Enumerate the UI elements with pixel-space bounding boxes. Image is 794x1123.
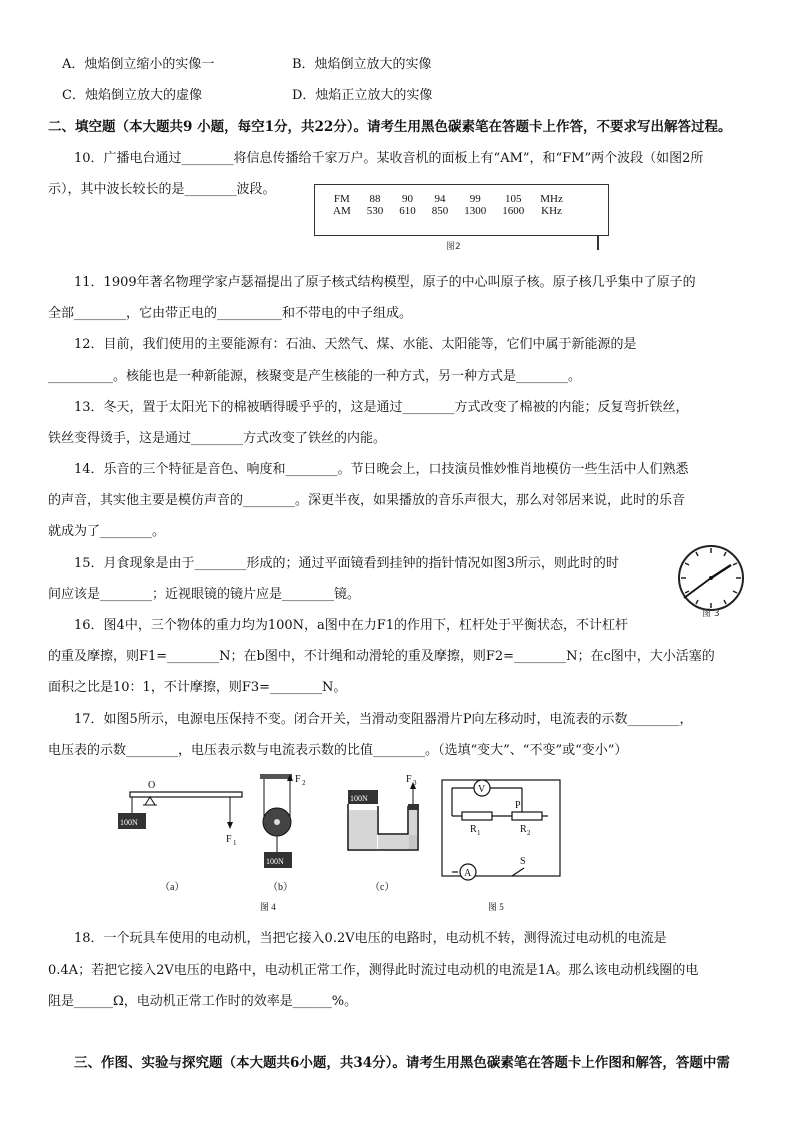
choice-a: A．烛焰倒立缩小的实像一 — [62, 57, 215, 72]
fig4a-label: （a） — [160, 882, 185, 893]
band-value: 105 — [504, 193, 522, 205]
figure-5-labels — [464, 784, 531, 879]
q16-line3: 面积之比是10：1，不计摩擦，则F3=________N。 — [48, 680, 347, 695]
q18-line1: 18．一个玩具车使用的电动机，当把它接入0.2V电压的电路时，电动机不转，测得流过电动机的电流是 — [74, 931, 667, 946]
q18-line3: 阻是______Ω，电动机正常工作时的效率是______%。 — [48, 994, 358, 1009]
band-table — [325, 193, 571, 217]
q17-line1: 17．如图5所示，电源电压保持不变。闭合开关，当滑动变阻器滑片P向左移动时，电流表的示数________， — [74, 712, 693, 727]
figure-2-table — [314, 184, 609, 236]
q11-line1: 11．1909年著名物理学家卢瑟福提出了原子核式结构模型，原子的中心叫原子核。原子核几乎集中了原子的 — [74, 275, 696, 290]
q14-line3: 就成为了________。 — [48, 524, 166, 539]
figure-5-caption: 图 5 — [488, 902, 504, 912]
r1-sub: 1 — [477, 829, 481, 837]
lever-bar — [130, 792, 242, 797]
choice-d: D．烛焰正立放大的实像 — [292, 88, 433, 103]
q13-line2: 铁丝变得烫手，这是通过________方式改变了铁丝的内能。 — [48, 431, 387, 446]
r2-label: R — [520, 824, 527, 835]
band-value: 610 — [399, 205, 416, 217]
switch-label: S — [520, 856, 526, 867]
q11-line2: 全部________，它由带正电的__________和不带电的中子组成。 — [48, 306, 413, 321]
band-value: 1600 — [502, 205, 525, 217]
fig4c-label: （c） — [370, 882, 395, 893]
f1-sub: 1 — [233, 839, 237, 847]
figure-2-caption: 图2 — [446, 242, 461, 252]
f1-label: F — [226, 834, 232, 845]
small-piston — [408, 804, 419, 810]
pulley-axle — [274, 819, 280, 825]
band-unit: KHz — [541, 205, 562, 217]
f3-sub: 3 — [413, 779, 417, 787]
band-value: 850 — [431, 205, 449, 217]
choice-c: C．烛焰倒立放大的虚像 — [62, 88, 202, 103]
r1-label: R — [470, 824, 477, 835]
band-value: 1300 — [464, 205, 487, 217]
band-label: AM — [333, 205, 351, 217]
resistor-r2 — [512, 812, 542, 820]
band-label: FM — [333, 193, 350, 205]
q12-line2: __________。核能也是一种新能源，核聚变是产生核能的一种方式，另一种方式是________。 — [48, 369, 582, 384]
q16-line2: 的重及摩擦，则F1=________N；在b图中，不计绳和动滑轮的重及摩擦，则F2=________N；在c图中，大小活塞的 — [48, 649, 715, 664]
weight-label: 100N — [350, 794, 368, 803]
band-unit: MHz — [540, 193, 563, 205]
q18-line2: 0.4A；若把它接入2V电压的电路中，电动机正常工作，测得此时流过电动机的电流是1A。那么该电动机线圈的电 — [48, 963, 699, 978]
pivot-label: O — [148, 780, 156, 791]
resistor-r1 — [462, 812, 492, 820]
figures-4-5 — [112, 772, 572, 922]
ceiling — [260, 774, 292, 779]
q15-line2: 间应该是________；近视眼镜的镜片应是________镜。 — [48, 587, 361, 602]
fluid — [409, 810, 417, 849]
figure-5-circuit — [442, 780, 560, 880]
figure-4-caption: 图 4 — [260, 902, 276, 912]
q12-line1: 12．目前，我们使用的主要能源有：石油、天然气、煤、水能、太阳能等，它们中属于新能源的是 — [74, 337, 637, 352]
switch — [512, 868, 524, 876]
voltmeter-label: V — [478, 784, 486, 795]
circuit-loop — [442, 780, 560, 876]
q15-line1: 15．月食现象是由于________形成的；通过平面镜看到挂钟的指针情况如图3所示，则此时的时 — [74, 556, 619, 571]
f3-label: F — [406, 774, 412, 785]
q16-line1: 16．图4中，三个物体的重力均为100N，a图中在力F1的作用下，杠杆处于平衡状态，不计杠杆 — [74, 618, 629, 633]
band-value: 94 — [434, 193, 446, 205]
weight-label: 100N — [120, 818, 138, 827]
band-value: 88 — [369, 193, 381, 205]
weight-label: 100N — [266, 857, 284, 866]
figure-4a-lever — [118, 780, 242, 893]
figure-4b-pulley — [260, 774, 306, 893]
fulcrum — [145, 797, 155, 805]
band-row-am — [325, 205, 571, 217]
clock-center — [709, 576, 713, 580]
band-row-fm — [325, 193, 571, 205]
r2-sub: 2 — [527, 829, 531, 837]
band-value: 90 — [401, 193, 413, 205]
fig4b-label: （b） — [268, 882, 293, 893]
figure-3-caption: 图 3 — [702, 609, 720, 619]
f2-label: F — [295, 774, 301, 785]
container-inner — [378, 806, 408, 834]
section2-heading: 二、填空题（本大题共9 小题，每空1分，共22分）。请考生用黑色碳素笔在答题卡上作答，不要求写出解答过程。 — [48, 119, 732, 135]
q14-line1: 14．乐音的三个特征是音色、响度和________。节日晚会上，口技演员惟妙惟肖地模仿一些生活中人们熟悉 — [74, 462, 689, 477]
band-value: 99 — [469, 193, 481, 205]
q13-line1: 13．冬天，置于太阳光下的棉被晒得暖乎乎的，这是通过________方式改变了棉被的内能；反复弯折铁丝， — [74, 400, 689, 415]
fluid — [349, 810, 377, 849]
q10-line2: 示），其中波长较长的是________波段。 — [48, 182, 276, 197]
q10-line1: 10．广播电台通过________将信息传播给千家万户。某收音机的面板上有“AM”，和“FM”两个波段（如图2所 — [74, 151, 704, 166]
arrow-head — [227, 822, 233, 829]
choice-b: B．烛焰倒立放大的实像 — [292, 57, 432, 72]
slider-label: P — [515, 800, 521, 811]
mark-tick — [597, 236, 599, 250]
ammeter-label: A — [464, 868, 472, 879]
q17-line2: 电压表的示数________，电压表示数与电流表示数的比值________。（选填“变大”、“不变”或“变小”） — [48, 743, 628, 758]
section3-heading: 三、作图、实验与探究题（本大题共6小题，共34分）。请考生用黑色碳素笔在答题卡上作图和解答，答题中需 — [74, 1055, 730, 1071]
band-value: 530 — [366, 205, 384, 217]
figure-4c-hydraulic — [348, 774, 419, 893]
q14-line2: 的声音，其实他主要是模仿声音的________。深更半夜，如果播放的音乐声很大，那么对邻居来说，此时的乐音 — [48, 493, 686, 508]
f2-sub: 2 — [302, 779, 306, 787]
